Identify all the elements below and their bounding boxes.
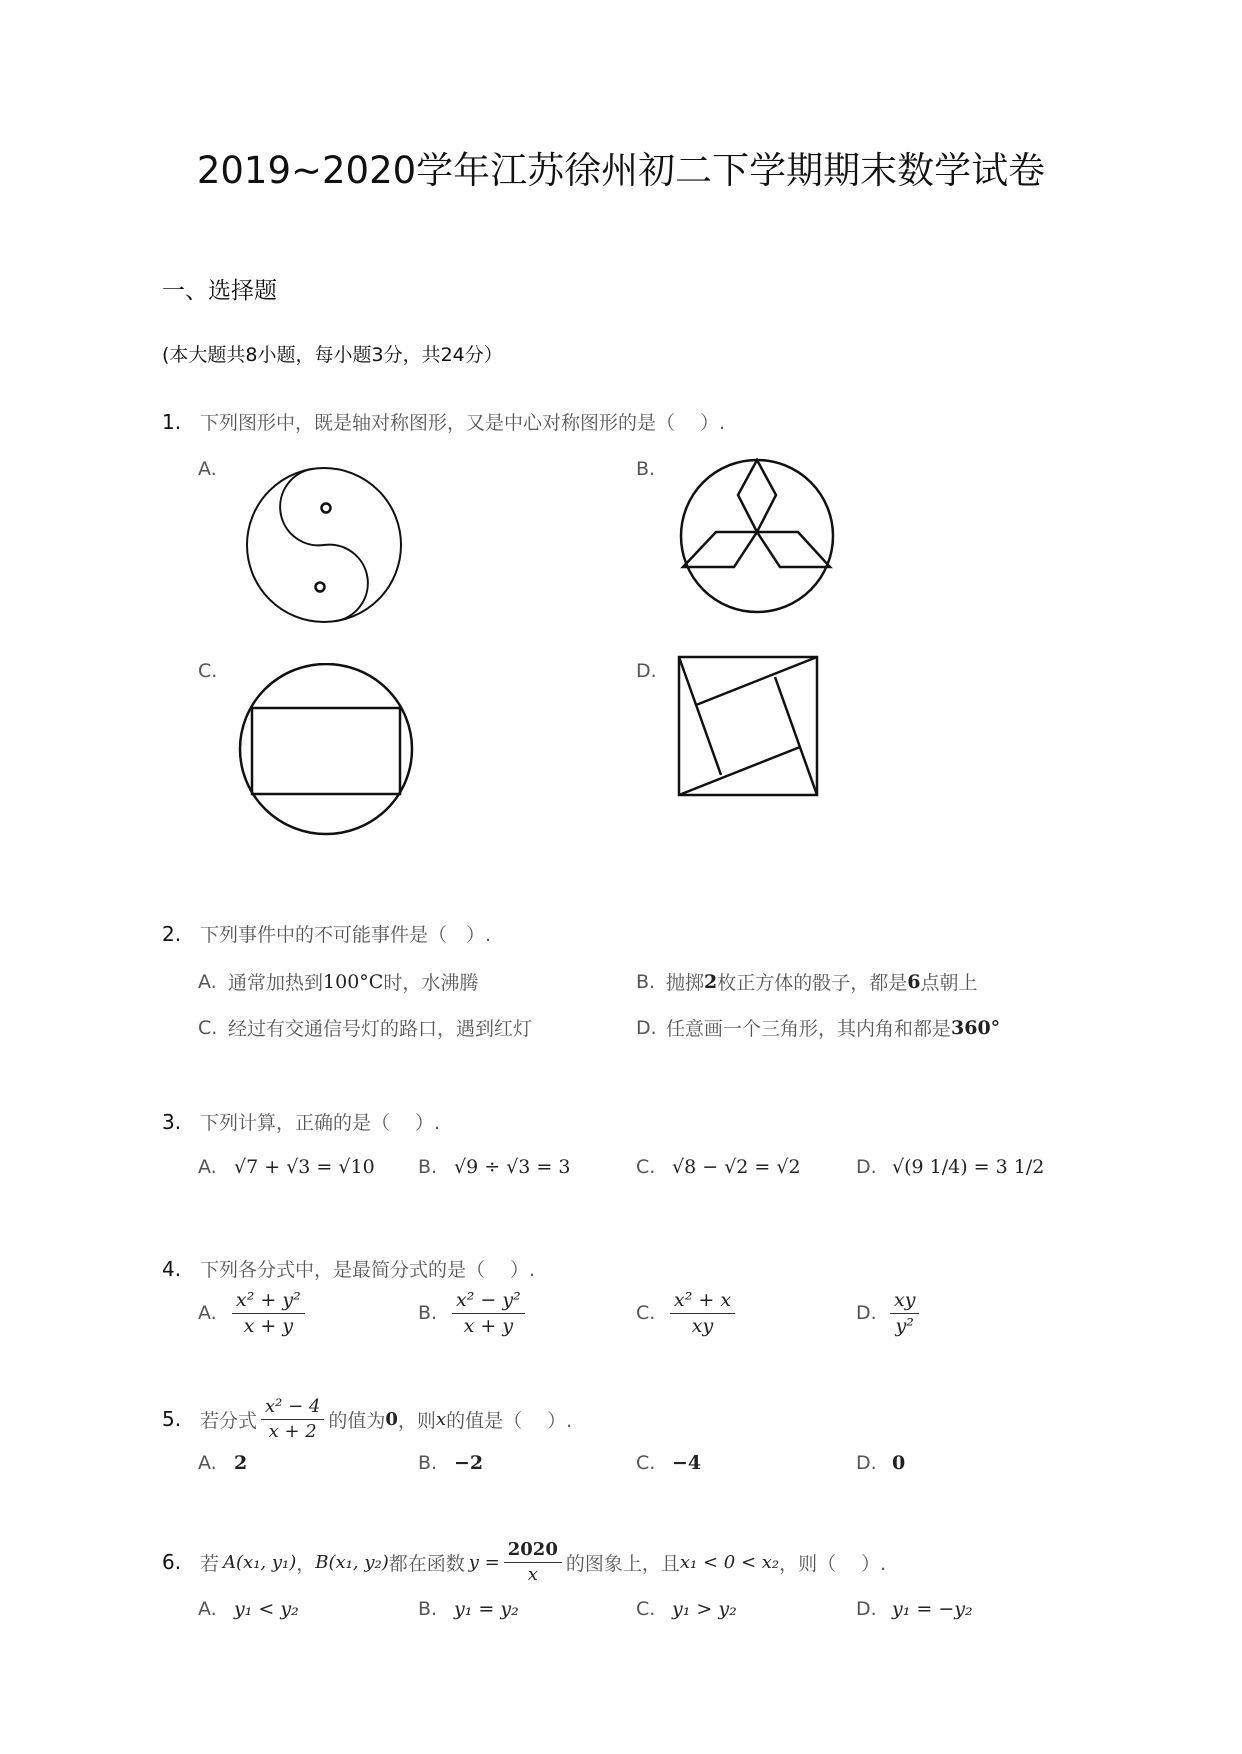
question-6 [162,1540,886,1585]
question-5 [162,1397,572,1442]
option-label: D. [856,1452,877,1474]
numerator: xy [890,1290,919,1314]
option-label: B. [418,1452,438,1474]
option-label: D. [856,1598,877,1620]
option-label: C. [198,1016,218,1039]
q6-option-b [418,1598,519,1620]
section-heading: 一、选择题 [162,278,277,304]
option-text: 经过有交通信号灯的路口，遇到红灯 [228,1018,533,1040]
option-label: A. [198,970,217,993]
option-label: A. [198,1598,217,1620]
yin-yang-figure [244,465,404,625]
q1-option-d-label: D. [636,660,657,682]
three-rhombus-figure [676,455,838,617]
q3-option-c [636,1156,801,1178]
option-math: √9 ÷ √3 = 3 [454,1156,571,1178]
question-text: 的图象上，且 [565,1552,680,1575]
math-value: 0 [385,1408,398,1430]
math-var: x [435,1408,447,1430]
rectangle-in-circle-figure [238,663,414,839]
numerator: x² + y² [232,1290,305,1314]
pinwheel-square-figure [676,654,820,798]
option-text: 任意画一个三角形，其内角和都是 [666,1018,952,1040]
option-text: 点朝上 [920,972,978,994]
denominator: x [527,1563,538,1585]
point-b: B(x₁, y₂) [315,1551,389,1573]
q6-option-a [198,1598,299,1620]
option-math: 100°C [323,970,384,993]
fraction [670,1290,735,1337]
option-math: 6 [907,970,921,993]
condition: x₁ < 0 < x₂ [679,1551,780,1573]
question-text: ，则 [397,1409,436,1432]
q5-option-d [856,1452,905,1474]
option-label: A. [198,1452,217,1474]
question-text: ，则（ ）. [779,1552,887,1575]
option-label: D. [856,1156,877,1178]
q1-option-a-label: A. [198,458,217,480]
option-text: 通常加热到 [228,972,324,994]
question-text: 若 [200,1552,220,1575]
q1-option-b-label: B. [636,458,656,480]
q3-option-d [856,1156,1044,1178]
separator: ， [296,1552,316,1575]
question-number: 5. [162,1407,182,1432]
option-label: B. [418,1598,438,1620]
question-text: 下列各分式中，是最简分式的是（ ）. [200,1259,536,1281]
option-text: 枚正方体的骰子，都是 [717,972,908,994]
option-label: C. [636,1156,656,1178]
q2-option-c [198,1014,532,1041]
fraction [504,1540,562,1585]
option-label: D. [856,1302,877,1325]
fraction [452,1290,525,1337]
question-number: 6. [162,1550,182,1575]
question-text: 都在函数 [388,1552,465,1575]
denominator: x + y [463,1314,514,1337]
question-text: 下列事件中的不可能事件是（ ）. [200,924,492,946]
q3-option-a [198,1156,375,1178]
q2-option-d [636,1014,1000,1041]
option-math: y₁ < y₂ [234,1598,299,1620]
denominator: x + y [243,1314,294,1337]
numerator: x² − y² [452,1290,525,1314]
denominator: y² [895,1314,914,1337]
denominator: x + 2 [268,1420,317,1442]
question-number: 1. [162,409,182,434]
option-math: 2 [704,970,718,993]
q5-option-c [636,1452,701,1474]
question-text: 下列图形中，既是轴对称图形，又是中心对称图形的是（ ）. [200,412,726,434]
option-math: y₁ = −y₂ [892,1598,973,1620]
question-2 [162,920,491,947]
page-title: 2019~2020学年江苏徐州初二下学期期末数学试卷 [196,149,1046,192]
question-4 [162,1255,535,1282]
q4-option-d [856,1290,923,1337]
point-a: A(x₁, y₁) [223,1551,297,1573]
option-math: −4 [672,1452,702,1474]
function-lhs: y = [468,1551,500,1573]
option-text: 抛掷 [666,972,705,994]
option-label: C. [636,1302,656,1325]
option-label: C. [636,1598,656,1620]
option-math: √8 − √2 = √2 [672,1156,801,1178]
option-math: √7 + √3 = √10 [234,1156,375,1178]
option-math: 2 [234,1452,248,1474]
fraction [890,1290,919,1337]
q6-option-c [636,1598,737,1620]
option-math: y₁ > y₂ [672,1598,737,1620]
question-1 [162,408,725,435]
q2-option-b [636,968,978,995]
q1-option-c-label: C. [198,660,218,682]
section-note: (本大题共8小题，每小题3分，共24分） [162,344,503,366]
q5-option-b [418,1452,483,1474]
numerator: 2020 [504,1540,562,1563]
option-label: B. [418,1302,438,1325]
option-label: B. [636,970,656,993]
option-math: −2 [454,1452,484,1474]
question-3 [162,1108,440,1135]
q3-option-b [418,1156,570,1178]
question-text: 的值是（ ）. [446,1409,573,1432]
option-math: 0 [892,1452,906,1474]
q6-option-d [856,1598,973,1620]
option-text: 时，水沸腾 [383,972,479,994]
question-text: 下列计算，正确的是（ ）. [200,1112,441,1134]
question-number: 2. [162,921,182,946]
q4-option-a [198,1290,309,1337]
option-label: D. [636,1016,657,1039]
question-number: 4. [162,1256,182,1281]
q4-option-b [418,1290,529,1337]
option-label: A. [198,1156,217,1178]
numerator: x² + x [670,1290,735,1314]
numerator: x² − 4 [261,1397,324,1420]
fraction [232,1290,305,1337]
question-text: 若分式 [200,1409,258,1432]
option-label: B. [418,1156,438,1178]
question-text: 的值为 [328,1409,386,1432]
option-label: C. [636,1452,656,1474]
q2-option-a [198,968,478,995]
q4-option-c [636,1290,739,1337]
question-number: 3. [162,1109,182,1134]
q5-option-a [198,1452,247,1474]
option-label: A. [198,1302,217,1325]
option-math: √(9 1/4) = 3 1/2 [892,1156,1045,1178]
option-math: 360° [951,1016,1001,1039]
denominator: xy [691,1314,714,1337]
option-math: y₁ = y₂ [454,1598,519,1620]
fraction [261,1397,324,1442]
